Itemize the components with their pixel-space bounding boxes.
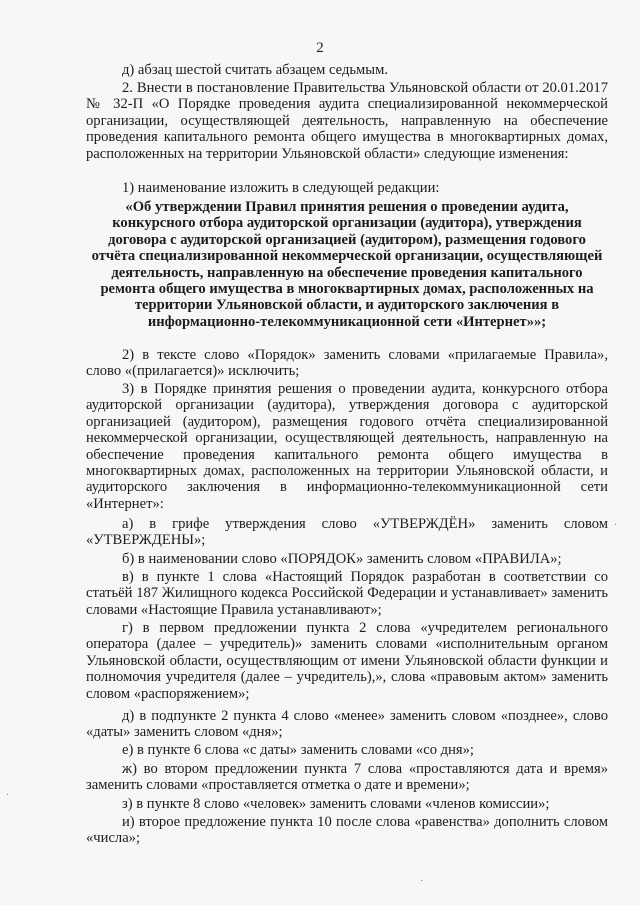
scan-speck: · — [614, 520, 618, 531]
paragraph-subitem-3: 3) в Порядке принятия решения о проведении аудита, конкурсного отбора аудиторской организации (аудитора), утверждения договора с аудиторской организацией (аудитором), размещения годового отчёта специализированной некоммерческой организации, осуществляющей деятельность, направленную на обеспечение проведения капитального ремонта общего имущества в многоквартирных домах, расположенных на территории Ульяновской области, и аудиторского заключения в информационно-телекоммуникационной сети «Интернет»: — [86, 381, 608, 512]
paragraph-b: б) в наименовании слово «ПОРЯДОК» заменить словом «ПРАВИЛА»; — [122, 551, 562, 567]
paragraph-z: з) в пункте 8 слово «человек» заменить словами «членов комиссии»; — [122, 796, 550, 812]
paragraph-zh: ж) во втором предложении пункта 7 слова «проставляются дата и время» заменить словами «проставляется отметка о дате и времени»; — [86, 761, 608, 794]
paragraph-a: а) в грифе утверждения слово «УТВЕРЖДЁН» заменить словом «УТВЕРЖДЕНЫ»; — [86, 516, 608, 549]
paragraph-g: г) в первом предложении пункта 2 слова «учредителем регионального оператора (далее – учредитель)» заменить словами «исполнительным органом Ульяновской области, осуществляющим от имени Ульяновской области функции и полномочия учредителя (далее – учредитель),», слова «правовым актом» заменить словом «распоряжением»; — [86, 620, 608, 702]
paragraph-v: в) в пункте 1 слова «Настоящий Порядок разработан в соответствии со статьёй 187 Жилищного кодекса Российской Федерации и устанавливает» заменить словами «Настоящие Правила устанавливают»; — [86, 569, 608, 618]
scan-speck: · — [6, 790, 10, 801]
page-number: 2 — [316, 40, 324, 56]
scan-speck: · — [420, 876, 424, 887]
paragraph-d: д) в подпункте 2 пункта 4 слово «менее» заменить словом «позднее», слово «даты» заменить словом «дня»; — [86, 708, 608, 741]
paragraph-d-sixth-seventh: д) абзац шестой считать абзацем седьмым. — [122, 62, 388, 78]
paragraph-i: и) второе предложение пункта 10 после слова «равенства» дополнить словом «числа»; — [86, 814, 608, 847]
paragraph-e: е) в пункте 6 слова «с даты» заменить словами «со дня»; — [122, 742, 474, 758]
new-title-bold: «Об утверждении Правил принятия решения о проведении аудита, конкурсного отбора аудиторской организации (аудитора), утверждения договора с аудиторской организацией (аудитором), размещения годового отчёта специализированной некоммерческой организации, осуществляющей деятельность, направленную на обеспечение проведения капитального ремонта общего имущества в многоквартирных домах, расположенных на территории Ульяновской области, и аудиторского заключения в информационно-телекоммуникационной сети «Интернет»»; — [91, 199, 603, 330]
paragraph-subitem-2: 2) в тексте слово «Порядок» заменить словами «прилагаемые Правила», слово «(прилагается)» исключить; — [86, 347, 608, 380]
paragraph-subitem-1: 1) наименование изложить в следующей редакции: — [122, 180, 440, 196]
paragraph-item-2: 2. Внести в постановление Правительства Ульяновской области от 20.01.2017 № 32-П «О Порядке проведения аудита специализированной некоммерческой организации, осуществляющей деятельность, направленную на обеспечение проведения капитального ремонта общего имущества в многоквартирных домах, расположенных на территории Ульяновской области» следующие изменения: — [86, 80, 608, 162]
